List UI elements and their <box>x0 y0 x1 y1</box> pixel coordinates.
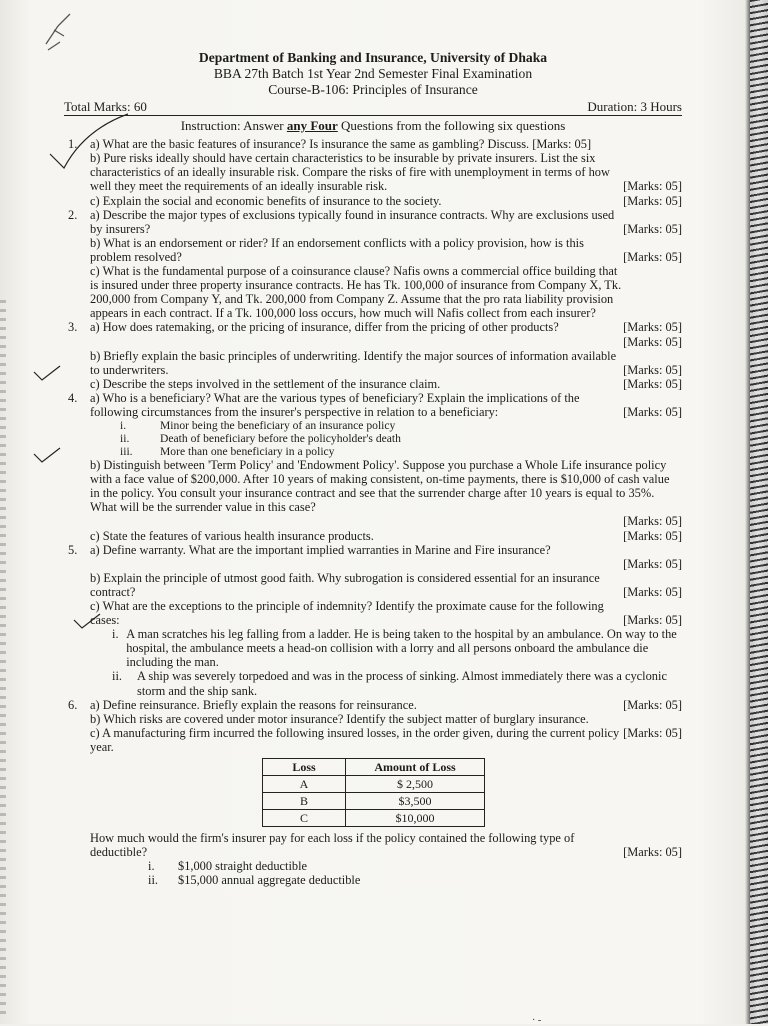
question-part <box>64 726 682 754</box>
department-title: Department of Banking and Insurance, University of Dhaka <box>198 50 548 65</box>
table-cell: $10,000 <box>346 810 485 827</box>
scan-speck: · - <box>532 1015 542 1026</box>
page-edge-right <box>750 0 768 1024</box>
sub-text: $1,000 straight deductible <box>178 859 308 874</box>
question-part <box>64 529 682 543</box>
table-row <box>263 810 485 827</box>
sub-text: A man scratches his leg falling from a ladder. He is being taken to the hospital by an ambulance. On way to the hospital, the ambulance meets a head-on collision with a lorry and all persons onboard the ambulance die including the man. <box>126 627 677 670</box>
table-cell: C <box>263 810 346 827</box>
part-marks: [Marks: 05] <box>623 697 682 712</box>
part-text: b) Pure risks ideally should have certain characteristics to be insurable by private insurers. List the six characteristics of an ideally insurable risk. Compare the risks of fire with unemployment in terms of how well they meet the requirements of an ideally insurable risk. <box>90 151 610 194</box>
sub-number: ii. <box>112 669 122 684</box>
sub-number: ii. <box>120 432 130 446</box>
part-text: a) How does ratemaking, or the pricing of insurance, differ from the pricing of other products? <box>90 320 559 335</box>
part-text: a) Who is a beneficiary? What are the various types of beneficiary? Explain the implications of the following circumstances from the insurer's perspective in relation to a beneficiary: <box>90 390 580 419</box>
part-text: c) What is the fundamental purpose of a coinsurance clause? Nafis owns a commercial office building that is insured under three property insurance contracts. He has Tk. 100,000 of insurance from Company X, Tk. 200,000 from Company Y, and Tk. 200,000 from Company Z. Assume that the pro rata liability provision appears in each contract. If a Tk. 100,000 loss occurs, how much will Nafis collect from each insurer? <box>90 264 622 321</box>
sub-item <box>64 873 682 887</box>
loss-table <box>262 758 485 827</box>
pen-scribble <box>40 6 100 56</box>
table-row <box>263 776 485 793</box>
question-6 <box>64 698 682 888</box>
question-5 <box>64 543 682 698</box>
question-number: 4. <box>68 390 78 405</box>
part-text: b) Briefly explain the basic principles of underwriting. Identify the major sources of information available to underwriters. <box>90 348 617 377</box>
part-marks: [Marks: 05] <box>623 556 682 571</box>
part-text: a) Describe the major types of exclusions typically found in insurance contracts. Why are exclusions used by insurers? <box>90 207 615 236</box>
question-part <box>64 599 682 627</box>
part-marks: [Marks: 05] <box>623 334 682 349</box>
question-part <box>64 543 682 571</box>
part-marks: [Marks: 05] <box>623 221 682 236</box>
question-4 <box>64 391 682 543</box>
sub-text: $15,000 annual aggregate deductible <box>178 873 361 888</box>
sub-number: i. <box>112 627 119 642</box>
question-part <box>64 320 682 348</box>
exam-paper <box>64 50 682 887</box>
instruction-text-pre: Instruction: Answer <box>180 118 284 134</box>
question-part <box>64 137 682 151</box>
sub-text: Death of beneficiary before the policyholder's death <box>160 432 401 446</box>
exam-header <box>64 50 682 98</box>
table-cell: B <box>263 793 346 810</box>
sub-text: More than one beneficiary in a policy <box>160 445 335 459</box>
part-text: a) Define reinsurance. Briefly explain the reasons for reinsurance. <box>90 697 417 712</box>
instruction <box>64 119 682 133</box>
sub-item <box>64 859 682 873</box>
instruction-emphasis: any Four <box>286 118 338 134</box>
question-1 <box>64 137 682 207</box>
part-marks: [Marks: 05] <box>623 725 682 740</box>
question-3 <box>64 320 682 390</box>
part-marks: [Marks: 05] <box>623 584 682 599</box>
sub-item <box>64 669 682 697</box>
question-part <box>64 377 682 391</box>
part-text: c) What are the exceptions to the principle of indemnity? Identify the proximate cause for the following cases: <box>90 599 604 628</box>
sub-item <box>64 445 682 458</box>
part-text: a) Define warranty. What are the important implied warranties in Marine and Fire insurance? <box>90 542 551 557</box>
part-text: b) Which risks are covered under motor insurance? Identify the subject matter of burglary insurance. <box>90 711 589 726</box>
table-cell: $3,500 <box>346 793 485 810</box>
part-text: c) A manufacturing firm incurred the following insured losses, in the order given, during the current policy year. <box>90 725 620 754</box>
marks-duration-row <box>64 100 682 116</box>
part-text: c) Explain the social and economic benefits of insurance to the society. <box>90 193 442 208</box>
sub-item <box>64 432 682 445</box>
part-marks: [Marks: 05] <box>623 845 682 860</box>
question-part <box>64 236 682 264</box>
part-marks: [Marks: 05] <box>623 362 682 377</box>
part-text: b) Distinguish between 'Term Policy' and 'Endowment Policy'. Suppose you purchase a Whole Life insurance policy with a face value of $200,000. After 10 years of making consistent, on-time payments, there is $10,000 of cash value in the policy. You consult your insurance contract and see that the surrender charge after 10 years is equal to 35%. What will be the surrender value in this case? <box>90 458 670 515</box>
question-number: 6. <box>68 697 78 712</box>
table-header: Amount of Loss <box>346 759 485 776</box>
sub-item <box>64 419 682 432</box>
sub-number: i. <box>148 859 155 874</box>
question-number: 5. <box>68 542 78 557</box>
sub-text: Minor being the beneficiary of an insurance policy <box>160 419 396 433</box>
part-text: How much would the firm's insurer pay for each loss if the policy contained the following type of deductible? <box>90 831 575 860</box>
table-cell: A <box>263 776 346 793</box>
part-marks: [Marks: 05] <box>623 376 682 391</box>
total-marks: Total Marks: 60 <box>64 99 147 114</box>
question-number: 1. <box>68 137 78 152</box>
duration: Duration: 3 Hours <box>587 99 682 114</box>
question-part <box>64 391 682 419</box>
sub-number: iii. <box>120 445 133 459</box>
question-part <box>64 698 682 712</box>
part-text: c) Describe the steps involved in the settlement of the insurance claim. <box>90 376 441 391</box>
part-marks: [Marks: 05] <box>623 320 682 335</box>
sub-text: A ship was severely torpedoed and was in the process of sinking. Almost immediately there was a cyclonic storm and the ship sank. <box>137 669 667 698</box>
instruction-text-post: Questions from the following six questions <box>341 118 566 134</box>
question-part <box>64 831 682 859</box>
question-number: 2. <box>68 207 78 222</box>
sub-item <box>64 627 682 669</box>
table-row <box>263 793 485 810</box>
part-text: c) State the features of various health insurance products. <box>90 528 374 543</box>
course-title: Course-B-106: Principles of Insurance <box>268 82 478 97</box>
part-text: b) What is an endorsement or rider? If an endorsement conflicts with a policy provision, how is this problem resolved? <box>90 235 584 264</box>
part-marks: [Marks: 05] <box>623 514 682 529</box>
part-marks: [Marks: 05] <box>623 528 682 543</box>
part-marks: [Marks: 05] <box>623 179 682 194</box>
part-marks: [Marks: 05] <box>623 613 682 627</box>
table-header: Loss <box>263 759 346 776</box>
question-part <box>64 151 682 193</box>
page-edge-left <box>0 300 6 1020</box>
part-text: b) Explain the principle of utmost good faith. Why subrogation is considered essential for an insurance contract? <box>90 570 600 599</box>
exam-title: BBA 27th Batch 1st Year 2nd Semester Final Examination <box>213 66 533 81</box>
question-part <box>64 194 682 208</box>
question-part <box>64 458 682 528</box>
sub-number: ii. <box>148 873 158 888</box>
part-text: a) What are the basic features of insurance? Is insurance the same as gambling? Discuss. [Marks: 05] <box>90 137 592 152</box>
part-marks: [Marks: 05] <box>623 404 682 419</box>
part-marks: [Marks: 05] <box>623 249 682 264</box>
question-number: 3. <box>68 320 78 335</box>
table-header-row <box>263 759 485 776</box>
question-part <box>64 349 682 377</box>
sub-number: i. <box>120 419 127 433</box>
table-cell: $ 2,500 <box>346 776 485 793</box>
question-part <box>64 208 682 236</box>
part-marks: [Marks: 05] <box>623 193 682 208</box>
question-part <box>64 571 682 599</box>
